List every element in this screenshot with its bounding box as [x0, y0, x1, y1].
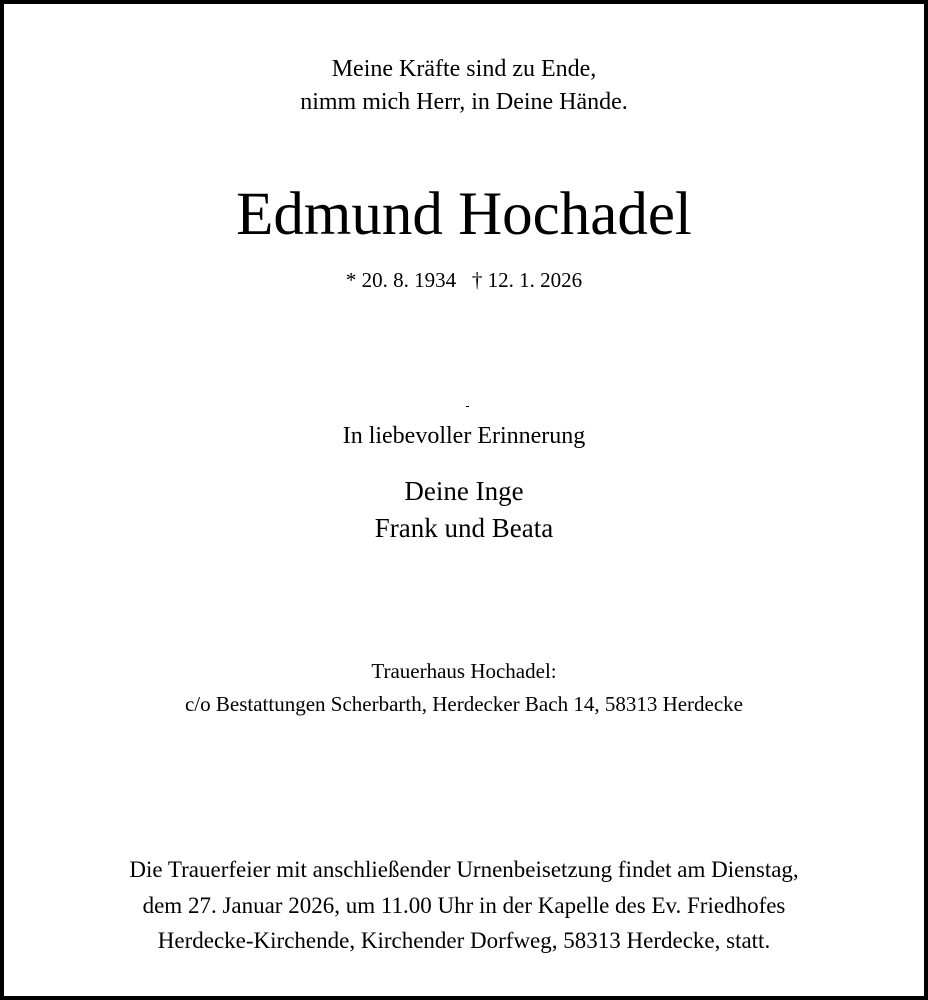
mourner-line-2: Frank und Beata — [374, 513, 554, 543]
life-dates: * 20. 8. 1934 † 12. 1. 2026 — [345, 268, 583, 292]
address-line-2: c/o Bestattungen Scherbarth, Herdecker Bach 14, 58313 Herdecke — [184, 692, 744, 716]
ceremony-line-3: Herdecke-Kirchende, Kirchender Dorfweg, 58313 Herdecke, statt. — [157, 928, 771, 953]
ceremony-line-1: Die Trauerfeier mit anschließender Urnenbeisetzung findet am Dienstag, — [129, 857, 799, 882]
remembrance-text: In liebevoller Erinnerung — [342, 423, 586, 449]
mourner-line-1: Deine Inge — [404, 476, 524, 506]
verse-line-1: Meine Kräfte sind zu Ende, — [331, 56, 597, 82]
ceremony-line-2: dem 27. Januar 2026, um 11.00 Uhr in der Kapelle des Ev. Friedhofes — [142, 893, 786, 918]
verse-line-2: nimm mich Herr, in Deine Hände. — [300, 89, 628, 115]
deceased-name: Edmund Hochadel — [236, 181, 692, 248]
divider-dot — [466, 406, 469, 407]
address-line-1: Trauerhaus Hochadel: — [371, 659, 557, 683]
